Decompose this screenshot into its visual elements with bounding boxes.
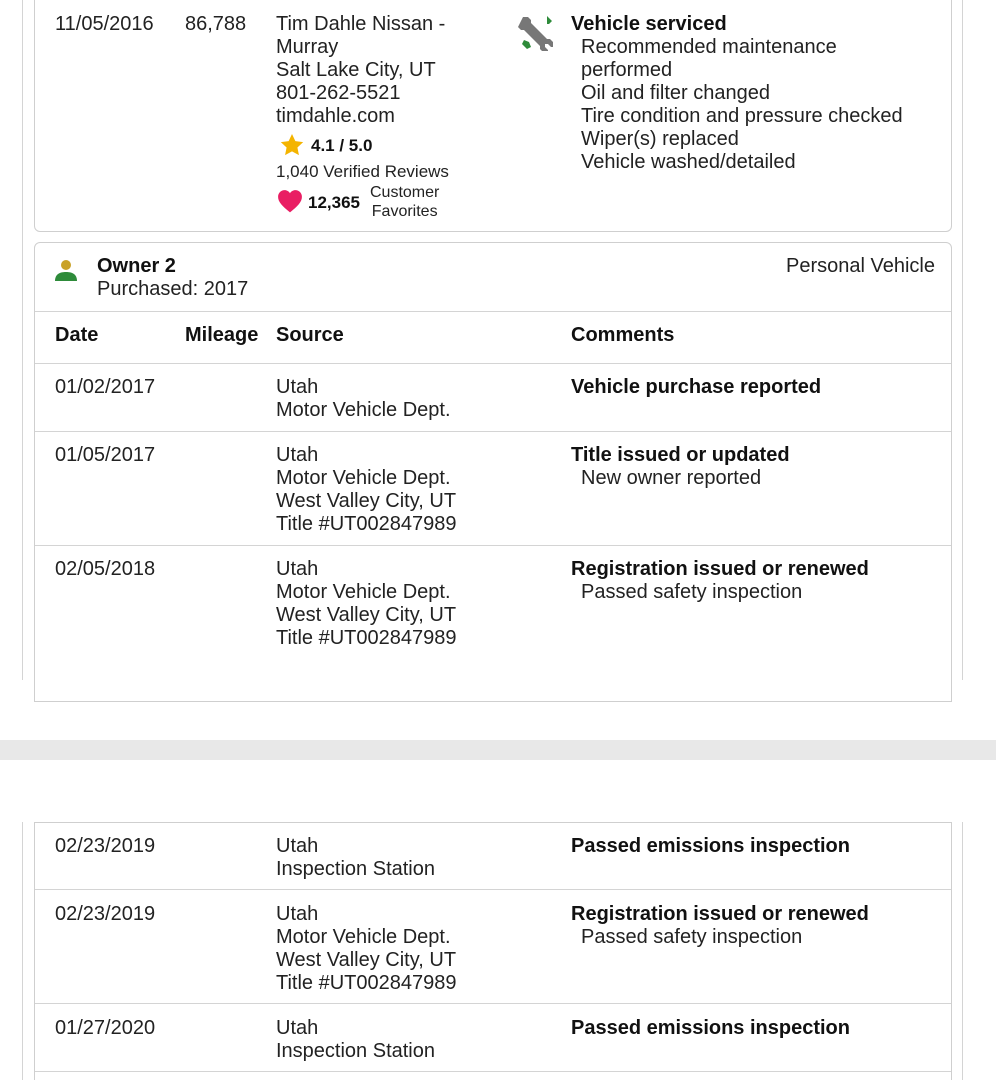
source-line: Title #UT002847989: [276, 627, 457, 649]
row-date: 01/05/2017: [55, 444, 156, 466]
source-line: Utah: [276, 558, 319, 580]
row-comment-detail: New owner reported: [581, 467, 762, 489]
row-comment-detail: Passed safety inspection: [581, 581, 803, 603]
source-line: Salt Lake City, UT: [276, 59, 436, 81]
divider: [35, 545, 951, 546]
row-comment-title: Passed emissions inspection: [571, 835, 850, 857]
owner-card-continued: [34, 822, 952, 1080]
owner-vehicle-type: Personal Vehicle: [786, 255, 935, 277]
source-line: Murray: [276, 36, 339, 58]
star-icon: [279, 132, 305, 158]
source-line: Tim Dahle Nissan -: [276, 13, 446, 35]
comment-line: Oil and filter changed: [581, 82, 771, 104]
service-tools-icon: [517, 13, 555, 51]
divider: [35, 1071, 951, 1072]
source-line: Inspection Station: [276, 858, 435, 880]
row-date: 01/27/2020: [55, 1017, 156, 1039]
divider: [35, 1003, 951, 1004]
source-line: Motor Vehicle Dept.: [276, 926, 451, 948]
source-line: Motor Vehicle Dept.: [276, 467, 451, 489]
favorites-label-line: Favorites: [371, 203, 438, 220]
source-line: West Valley City, UT: [276, 490, 457, 512]
source-line: Motor Vehicle Dept.: [276, 399, 451, 421]
column-header-source: Source: [276, 324, 344, 346]
row-date: 02/05/2018: [55, 558, 156, 580]
divider: [35, 363, 951, 364]
source-line: Title #UT002847989: [276, 972, 457, 994]
row-source: [276, 444, 457, 536]
column-header-date: Date: [55, 324, 99, 346]
source-line: Utah: [276, 903, 319, 925]
row-comment-detail: Passed safety inspection: [581, 926, 803, 948]
source-line: Motor Vehicle Dept.: [276, 581, 451, 603]
column-header-mileage: Mileage: [185, 324, 259, 346]
source-line: Utah: [276, 835, 319, 857]
comment-line: Recommended maintenance: [581, 36, 837, 58]
source-line: Utah: [276, 1017, 319, 1039]
row-source: [276, 558, 457, 650]
record-source: [276, 13, 445, 128]
column-header-comments: Comments: [571, 324, 675, 346]
comment-line: Wiper(s) replaced: [581, 128, 739, 150]
row-comment-title: Registration issued or renewed: [571, 558, 869, 580]
page-rule-right: [962, 822, 963, 1080]
source-line: Utah: [276, 376, 319, 398]
favorites-count: 12,365: [308, 193, 360, 212]
divider: [35, 311, 951, 312]
source-line: 801-262-5521: [276, 82, 401, 104]
divider: [35, 889, 951, 890]
comment-line: Tire condition and pressure checked: [581, 105, 903, 127]
row-comment-title: Title issued or updated: [571, 444, 790, 466]
page-break: [0, 740, 996, 760]
owner-icon: [53, 257, 79, 283]
service-comment-details: [571, 36, 903, 174]
report-page-2: [0, 760, 996, 1080]
favorites-label: [370, 183, 439, 221]
comment-line: Vehicle washed/detailed: [581, 151, 796, 173]
heart-icon: [277, 189, 303, 213]
row-source: [276, 835, 435, 881]
row-date: 02/23/2019: [55, 903, 156, 925]
record-mileage: 86,788: [185, 13, 247, 35]
source-line: Utah: [276, 444, 319, 466]
verified-reviews-link[interactable]: 1,040 Verified Reviews: [276, 162, 449, 181]
source-line: West Valley City, UT: [276, 949, 457, 971]
row-source: [276, 903, 457, 995]
favorites-label-line: Customer: [370, 184, 440, 201]
divider: [35, 431, 951, 432]
row-comment-title: Registration issued or renewed: [571, 903, 869, 925]
record-date: 11/05/2016: [55, 13, 154, 35]
source-line: Title #UT002847989: [276, 513, 457, 535]
page-rule-left: [22, 0, 23, 680]
owner-purchased: Purchased: 2017: [97, 278, 249, 300]
service-record-card: [34, 0, 952, 232]
row-comment-title: Passed emissions inspection: [571, 1017, 850, 1039]
row-comment-title: Vehicle purchase reported: [571, 376, 822, 398]
source-website-link[interactable]: timdahle.com: [276, 105, 395, 127]
row-source: [276, 376, 451, 422]
row-date: 02/23/2019: [55, 835, 156, 857]
service-comment-title: Vehicle serviced: [571, 13, 727, 35]
comment-line: performed: [581, 59, 673, 81]
page-rule-left: [22, 822, 23, 1080]
owner-card: [34, 242, 952, 702]
source-line: West Valley City, UT: [276, 604, 457, 626]
page-rule-right: [962, 0, 963, 680]
row-source: [276, 1017, 435, 1063]
owner-title: Owner 2: [97, 255, 176, 277]
row-date: 01/02/2017: [55, 376, 156, 398]
source-line: Inspection Station: [276, 1040, 435, 1062]
dealer-rating: 4.1 / 5.0: [311, 136, 373, 155]
